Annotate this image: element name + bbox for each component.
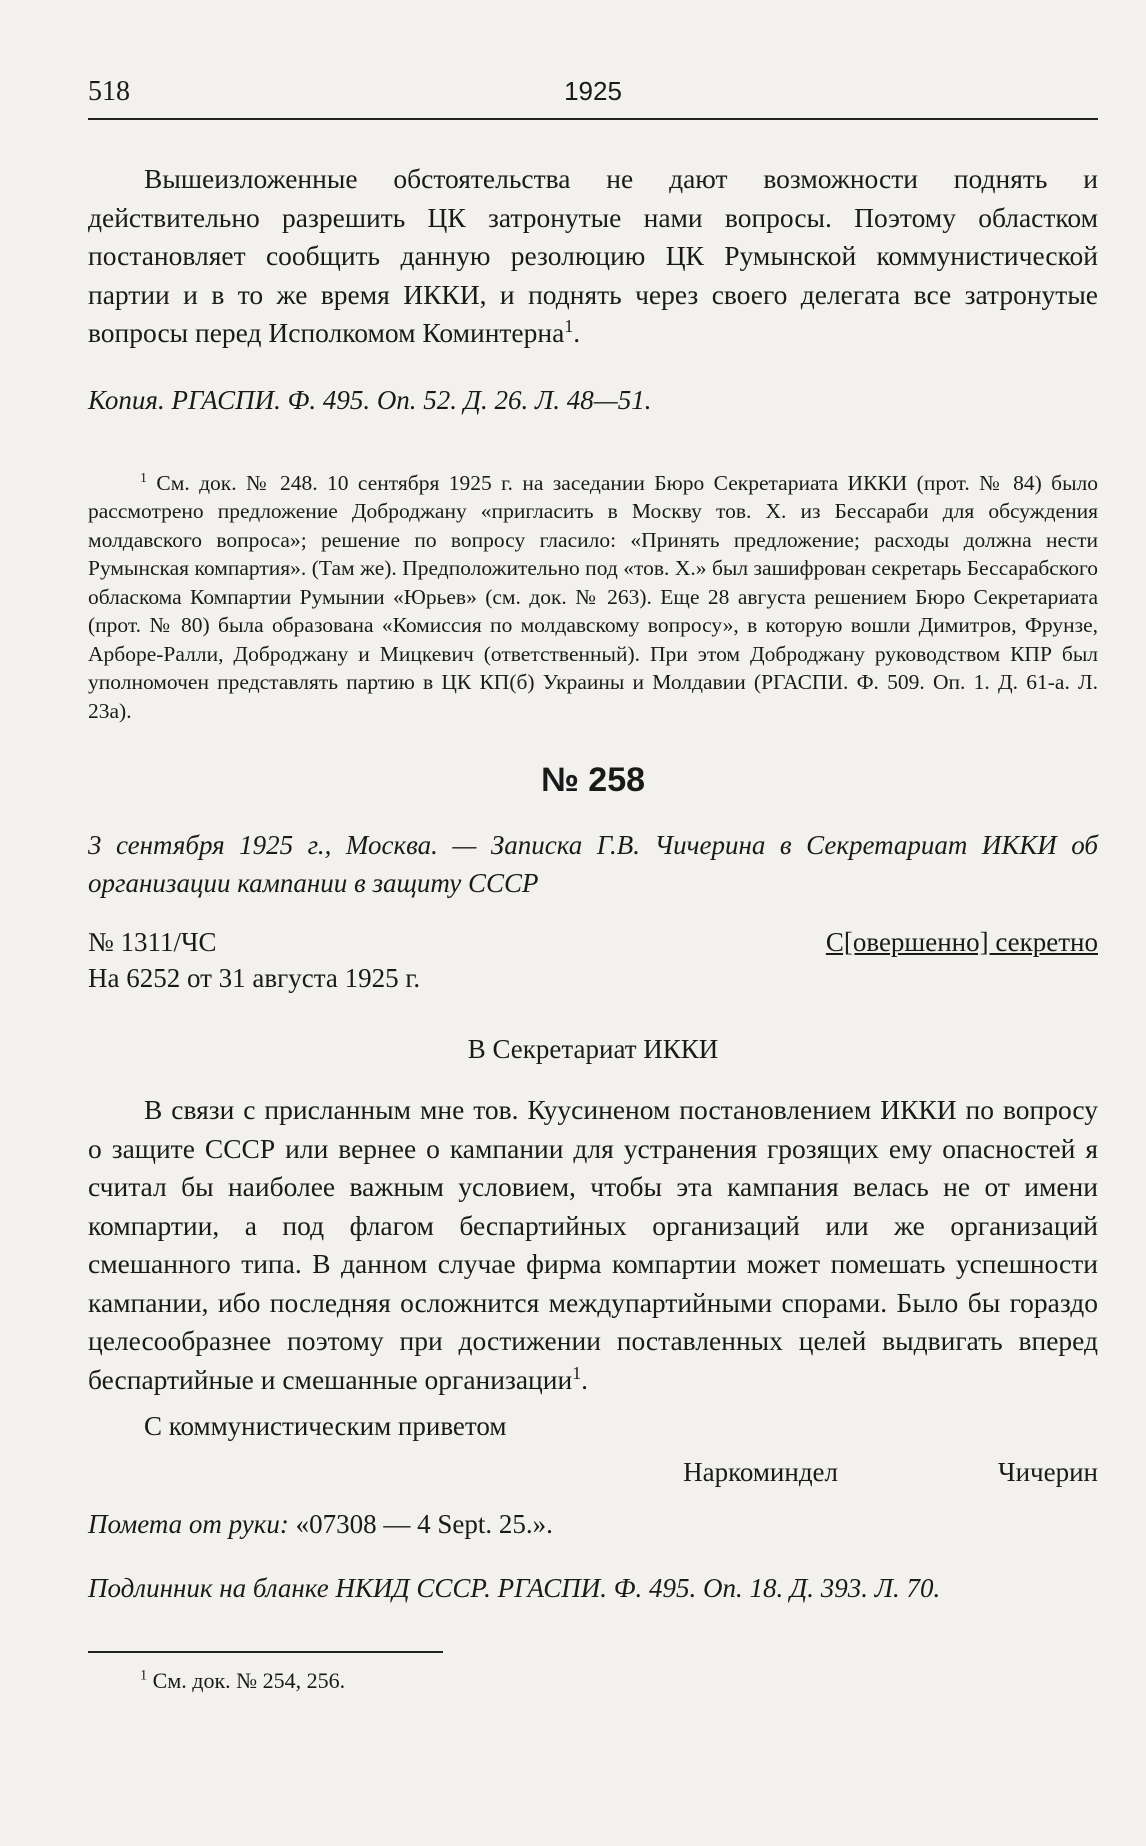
letter-body (88, 1091, 1098, 1399)
paragraph-end: . (581, 1363, 588, 1395)
footnote (88, 469, 1098, 726)
letter-body-text: В связи с присланным мне тов. Куусиненом постановлением ИККИ по вопросу о защите СССР или вернее о кампании для устранения грозящих ему опасностей я считал бы наиболее важным условием, чтобы эта кампания велась не от имени компартии, а под флагом беспартийных организаций или же организаций смешанного типа. В данном случае фирма компартии может помешать успешности кампании, ибо последняя осложнится междупартийными спорами. Было бы гораздо целесообразнее поэтому при достижении поставленных целей выдвигать вперед беспартийные и смешанные организации (88, 1094, 1098, 1395)
previous-document-source: Копия. РГАСПИ. Ф. 495. Оп. 52. Д. 26. Л. 48—51. (88, 384, 652, 415)
registration-row (88, 924, 1098, 960)
registration-number: № 1311/ЧС (88, 927, 217, 957)
document-number: № 258 (540, 761, 646, 799)
previous-document-text: Вышеизложенные обстоятельства не дают возможности поднять и действительно разрешить ЦК затронутые нами вопросы. Поэтому областком постановляет сообщить данную резолюцию ЦК Румынской коммунистической партии и в то же время ИККИ, и поднять через своего делегата все затронутые вопросы перед Исполкомом Коминтерна (88, 163, 1098, 348)
signature-row (88, 1453, 1098, 1491)
footnote-ref: 1 (564, 315, 574, 336)
page-content (88, 160, 1098, 1696)
footnote-text: См. док. № 248. 10 сентября 1925 г. на заседании Бюро Секретариата ИККИ (прот. № 84) было рассмотрено предложение Доброджану «пригласить в Москву тов. Х. из Бессараби для обсуждения молдавского вопроса»; решение по вопросу гласило: «Принять предложение; расходы должна нести Румынская компартия». (Там же). Предположительно под «тов. Х.» был зашифрован секретарь Бессарабского обласкома Компартии Румынии «Юрьев» (см. док. № 263). Еще 28 августа решением Бюро Секретариата (прот. № 80) была образована «Комиссия по молдавскому вопросу», в которую вошли Димитров, Фрунзе, Арборе-Ралли, Доброджану и Мицкевич (ответственный). При этом Доброджану руководством КПР был уполномочен представлять партию в ЦК КП(б) Украины и Молдавии (РГАСПИ. Ф. 509. Оп. 1. Д. 61-а. Л. 23а). (88, 470, 1098, 723)
signature-position: Наркоминдел (683, 1457, 839, 1487)
note-label: Помета от руки: (88, 1509, 289, 1539)
previous-document-paragraph (88, 160, 1098, 353)
greeting: С коммунистическим приветом (144, 1411, 507, 1441)
paragraph-end: . (573, 317, 581, 348)
running-head (88, 76, 1098, 116)
header-rule (88, 118, 1098, 120)
footnote (88, 1667, 1098, 1696)
signature-name: Чичерин (998, 1457, 1098, 1487)
addressee: В Секретариат ИККИ (467, 1034, 719, 1064)
footnote-ref: 1 (572, 1362, 582, 1383)
footnote-marker: 1 (140, 470, 147, 486)
footnote-marker: 1 (140, 1667, 148, 1684)
reference-line: На 6252 от 31 августа 1925 г. (88, 963, 421, 993)
handwritten-note (88, 1505, 1098, 1543)
footnote-text: См. док. № 254, 256. (152, 1668, 346, 1693)
header-year: 1925 (564, 76, 622, 106)
secrecy-mark: С[овершенно] секретно (825, 927, 1098, 957)
page-number: 518 (88, 76, 130, 107)
note-value: «07308 — 4 Sept. 25.». (295, 1509, 553, 1539)
document-title: 3 сентября 1925 г., Москва. — Записка Г.В. Чичерина в Секретариат ИККИ об организации кампании в защиту СССР (88, 830, 1098, 898)
document-source: Подлинник на бланке НКИД СССР. РГАСПИ. Ф. 495. Оп. 18. Д. 393. Л. 70. (88, 1573, 941, 1603)
footnote-separator (88, 1651, 443, 1653)
